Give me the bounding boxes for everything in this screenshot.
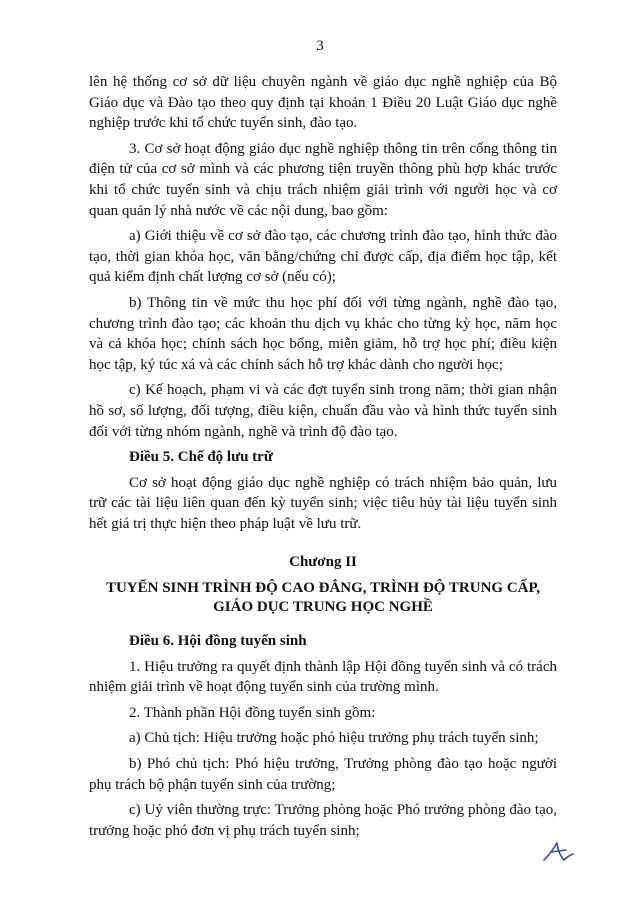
article-6-item-b: b) Phó chủ tịch: Phó hiệu trưởng, Trưởng phòng đào tạo hoặc người phụ trách bộ phận tuyển sinh của trường; [89,756,557,793]
paragraph-item-b: b) Thông tin về mức thu học phí đối với từng ngành, nghề đào tạo, chương trình đào tạo; các khoản thu dịch vụ khác cho từng kỳ học, năm học và cả khóa học; chính sách học bổng, miễn giảm, hỗ trợ học phí; điều kiện học tập, ký túc xá và các chính sách hỗ trợ khác dành cho người học; [89,294,557,373]
paragraph-continuation: lên hệ thống cơ sở dữ liệu chuyên ngành về giáo dục nghề nghiệp của Bộ Giáo dục và Đào tạo theo quy định tại khoản 1 Điều 20 Luật Giáo dục nghề nghiệp trước khi tổ chức tuyển sinh, đào tạo. [89,74,557,132]
page-number: 3 [316,38,324,54]
paragraph-item-a: a) Giới thiệu về cơ sở đào tạo, các chương trình đào tạo, hình thức đào tạo, thời gian khóa học, văn bằng/chứng chỉ được cấp, địa điểm học tập, kết quả kiểm định chất lượng cơ sở (nếu có); [89,228,557,286]
chapter-label: Chương II [289,554,357,571]
article-6-clause-1: 1. Hiệu trưởng ra quyết định thành lập Hội đồng tuyển sinh và có trách nhiệm giải trình về hoạt động tuyển sinh của trường mình. [89,658,557,696]
paragraph-clause-3: 3. Cơ sở hoạt động giáo dục nghề nghiệp thông tin trên cổng thông tin điện tử của cơ sở mình và các phương tiện truyền thông phù hợp khác trước khi tổ chức tuyển sinh và chịu trách nhiệm giải trình với người học và cơ quan quản lý nhà nước về các nội dung, bao gồm: [89,140,557,219]
chapter-title-line-1: TUYỂN SINH TRÌNH ĐỘ CAO ĐẲNG, TRÌNH ĐỘ TRUNG CẤP, [105,580,541,597]
article-6-clause-2: 2. Thành phần Hội đồng tuyển sinh gồm: [129,704,376,721]
chapter-title-line-2: GIÁO DỤC TRUNG HỌC NGHỀ [213,599,433,616]
document-body [89,72,557,846]
article-6-heading: Điều 6. Hội đồng tuyển sinh [129,633,307,650]
article-6-item-c: c) Uỷ viên thường trực: Trưởng phòng hoặc Phó trưởng phòng đào tạo, trưởng hoặc phó đơn vị phụ trách tuyển sinh; [89,802,557,839]
handwritten-initial-mark [540,840,576,864]
chapter-title [89,579,557,617]
article-5-heading: Điều 5. Chế độ lưu trữ [129,449,273,466]
paragraph-item-c: c) Kế hoạch, phạm vi và các đợt tuyển sinh trong năm; thời gian nhận hồ sơ, số lượng, đối tượng, điều kiện, chuẩn đầu vào và hình thức tuyển sinh đối với từng nhóm ngành, nghề và trình độ đào tạo. [89,382,557,440]
article-5-body: Cơ sở hoạt động giáo dục nghề nghiệp có trách nhiệm bảo quản, lưu trữ các tài liệu liên quan đến kỳ tuyển sinh; việc tiêu hủy tài liệu tuyển sinh hết giá trị thực hiện theo pháp luật về lưu trữ. [89,474,557,532]
article-6-item-a: a) Chủ tịch: Hiệu trưởng hoặc phó hiệu trưởng phụ trách tuyển sinh; [129,730,539,747]
